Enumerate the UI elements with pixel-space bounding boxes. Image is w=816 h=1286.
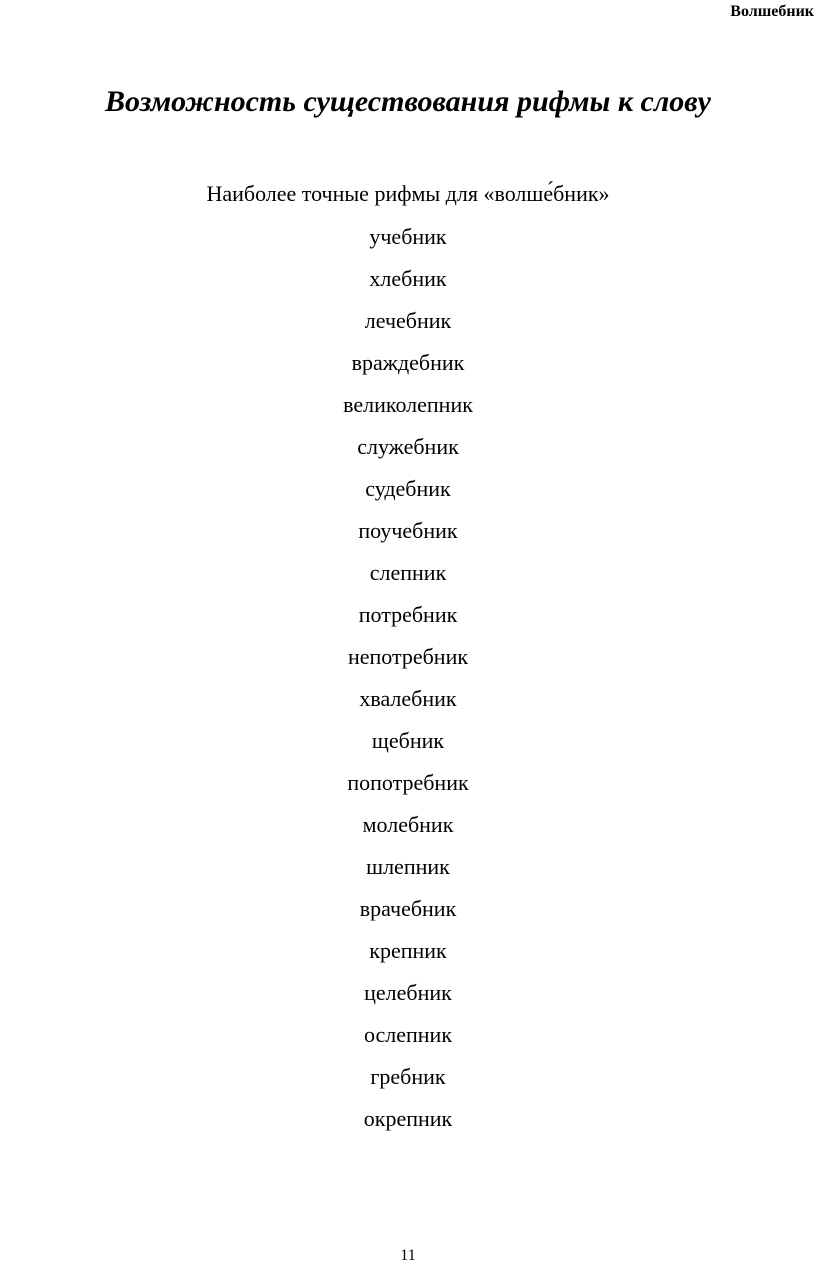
intro-line: Наиболее точные рифмы для «волше́бник» [206,181,610,206]
list-item: учебник [369,224,447,249]
list-item: врачебник [359,896,457,921]
list-item: целебник [364,980,452,1005]
list-item: великолепник [343,392,473,417]
list-item: попотребник [347,770,469,795]
list-item: лечебник [364,308,452,333]
list-item: непотребник [347,644,469,669]
running-header: Волшебник [730,3,814,20]
list-item: поучебник [358,518,458,543]
list-item: потребник [358,602,458,627]
page-title: Возможность существования рифмы к слову [105,85,711,118]
list-item: хлебник [369,266,447,291]
list-item: слепник [369,560,447,585]
list-item: шлепник [366,854,450,879]
list-item: судебник [365,476,451,501]
page-number: 11 [400,1247,416,1264]
list-item: окрепник [363,1106,453,1131]
list-item: хвалебник [359,686,457,711]
list-item: служебник [357,434,459,459]
list-item: щебник [371,728,445,753]
list-item: крепник [369,938,447,963]
list-item: враждебник [351,350,465,375]
list-item: молебник [362,812,454,837]
rhyme-list [0,222,816,1146]
list-item: ослепник [363,1022,453,1047]
list-item: гребник [370,1064,446,1089]
